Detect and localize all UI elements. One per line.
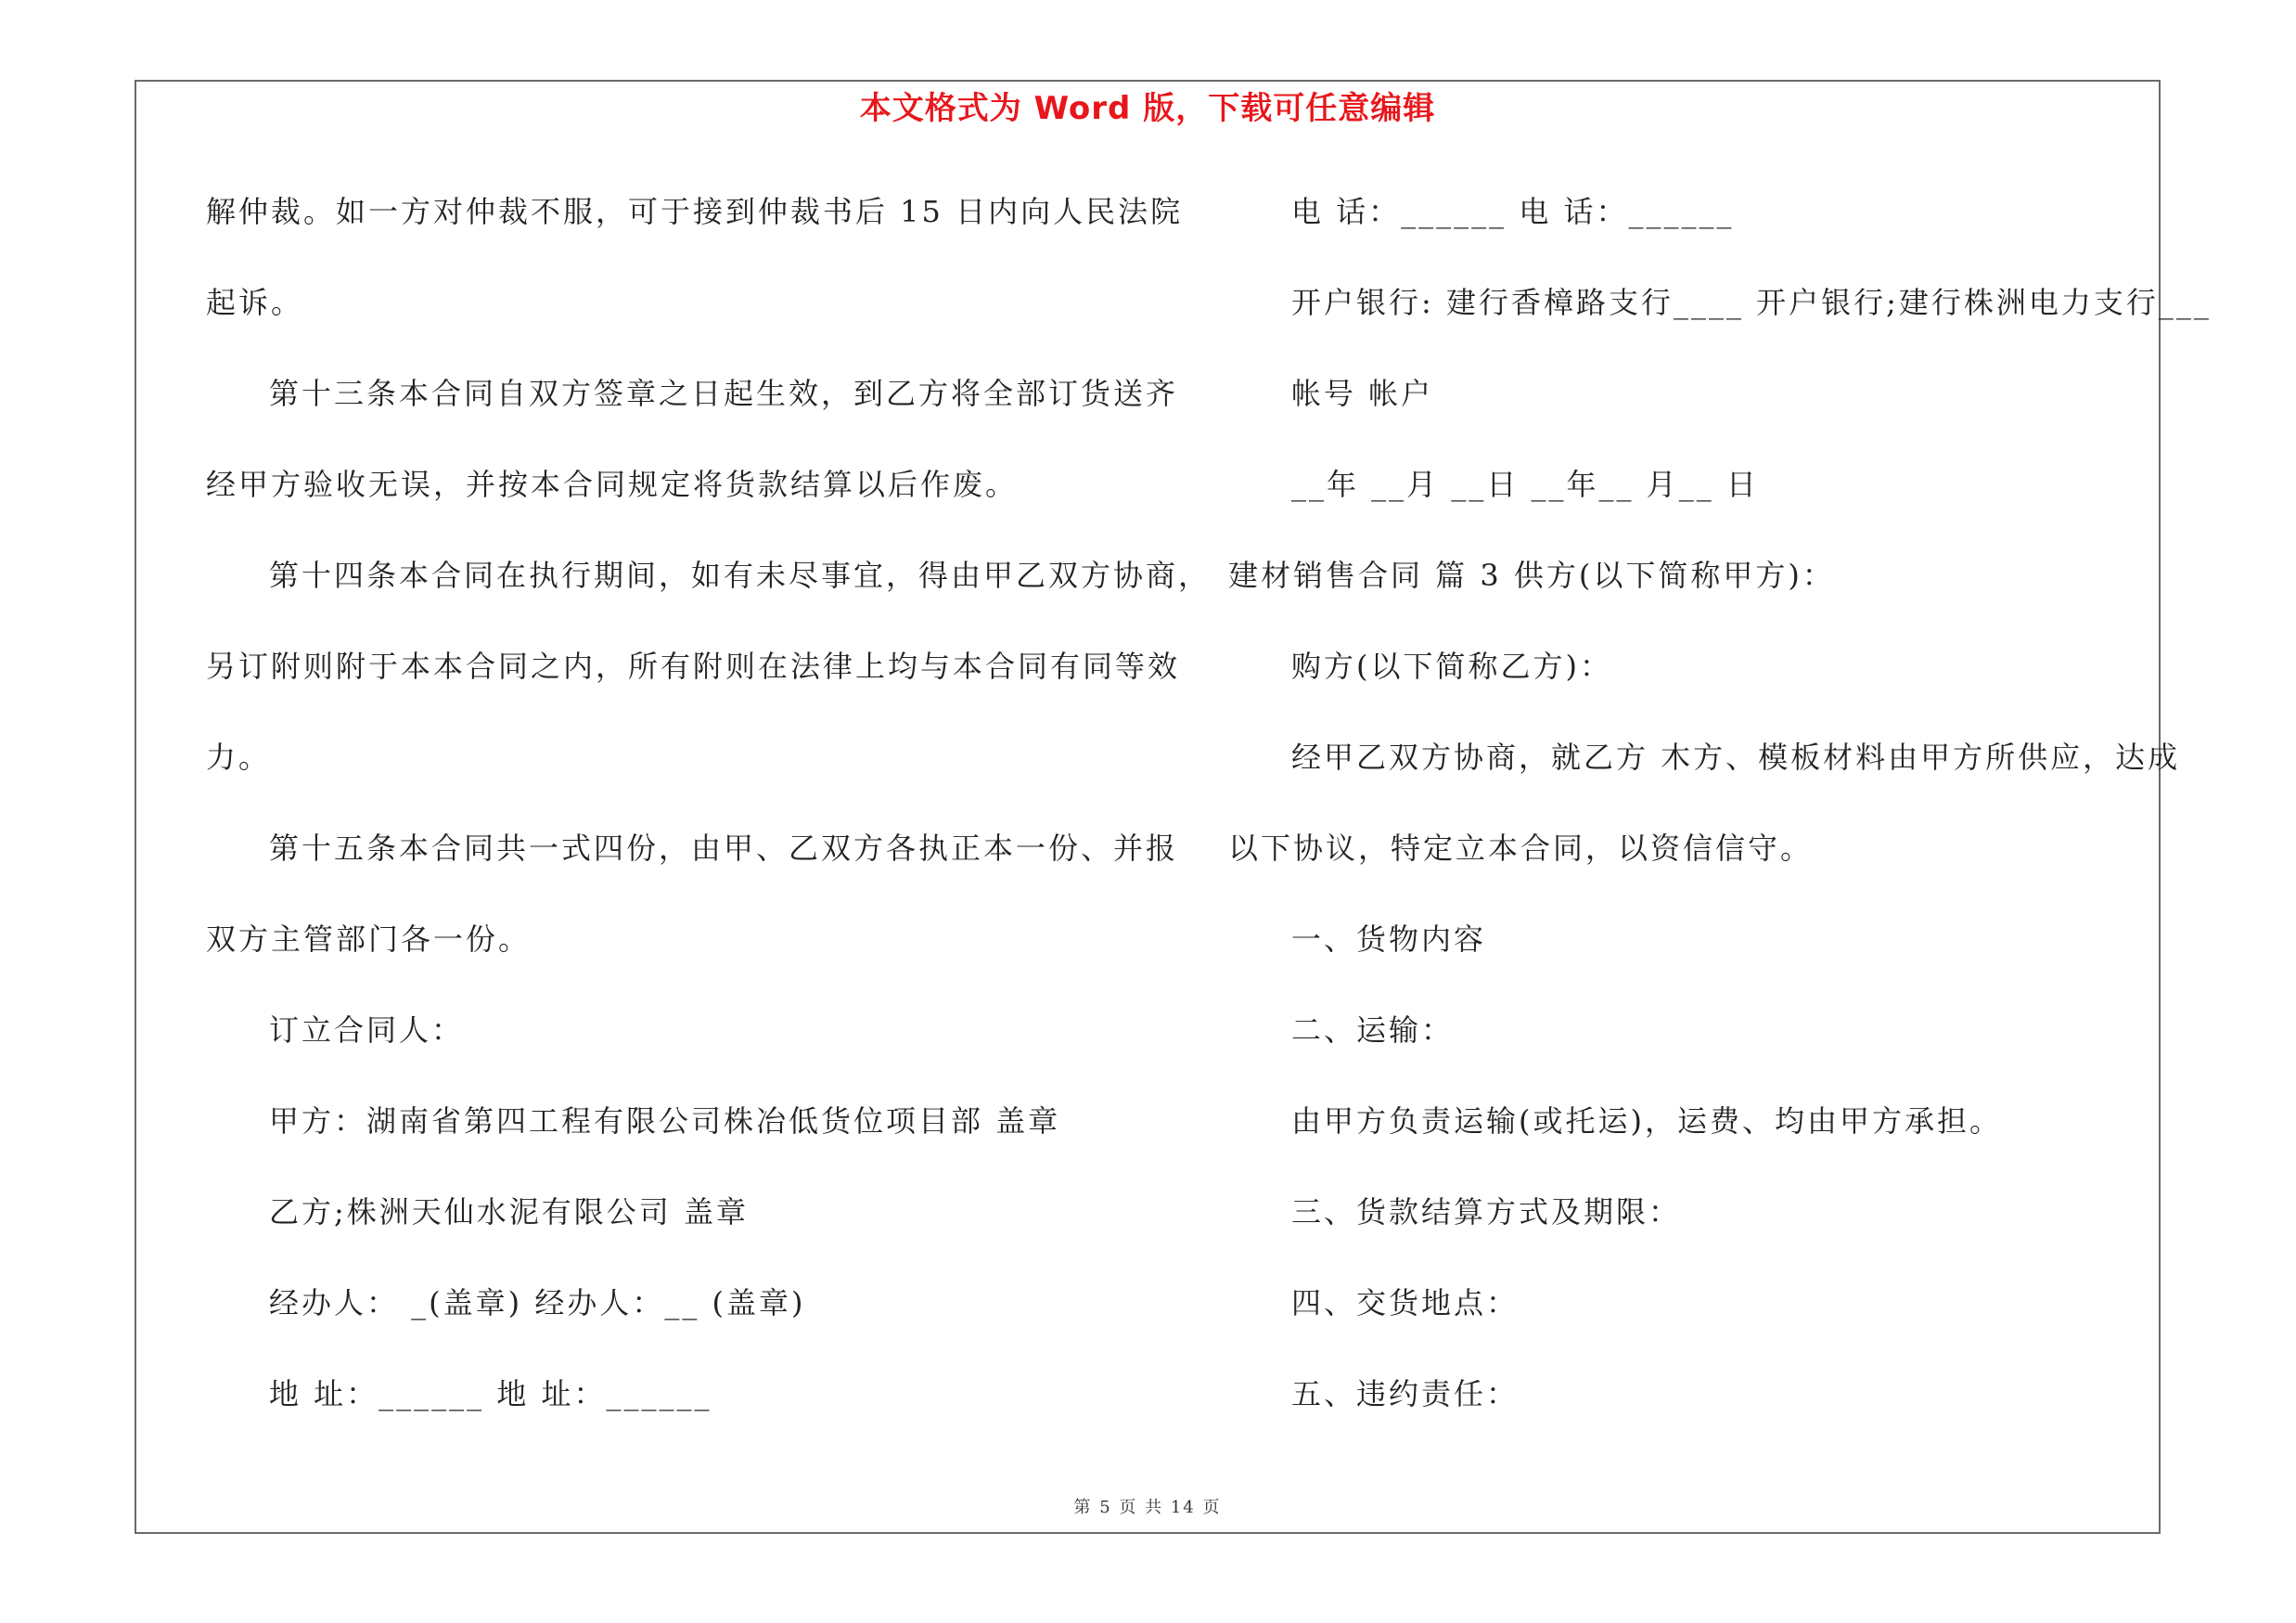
right-line-5: 建材销售合同 篇 3 供方(以下简称甲方)： bbox=[1228, 558, 1835, 593]
left-line-6: 另订附则附于本本合同之内，所有附则在法律上均与本合同有同等效 bbox=[206, 649, 1181, 684]
left-line-3: 第十三条本合同自双方签章之日起生效，到乙方将全部订货送齐 bbox=[269, 376, 1179, 411]
right-line-6: 购方(以下简称乙方)： bbox=[1291, 649, 1612, 684]
right-line-10: 二、运输： bbox=[1291, 1012, 1455, 1048]
left-line-1: 解仲裁。如一方对仲裁不服，可于接到仲裁书后 15 日内向人民法院 bbox=[206, 194, 1184, 229]
right-line-7: 经甲乙双方协商，就乙方 木方、模板材料由甲方所供应，达成 bbox=[1291, 740, 2181, 775]
right-line-12: 三、货款结算方式及期限： bbox=[1291, 1194, 1682, 1230]
left-line-5: 第十四条本合同在执行期间，如有未尽事宜，得由甲乙双方协商， bbox=[269, 558, 1212, 593]
right-line-4: __年 __月 __日 __年__ 月__ 日 bbox=[1291, 467, 1759, 502]
header-banner: 本文格式为 Word 版，下载可任意编辑 bbox=[859, 90, 1436, 127]
right-line-2: 开户银行: 建行香樟路支行____ 开户银行;建行株洲电力支行___ bbox=[1291, 285, 2212, 320]
right-line-3: 帐号 帐户 bbox=[1291, 376, 1434, 411]
left-line-7: 力。 bbox=[206, 740, 272, 775]
right-line-8: 以下协议，特定立本合同，以资信信守。 bbox=[1228, 831, 1814, 866]
right-line-1: 电 话：______ 电 话：______ bbox=[1291, 194, 1735, 229]
right-line-9: 一、货物内容 bbox=[1291, 921, 1487, 957]
left-line-12: 乙方;株洲天仙水泥有限公司 盖章 bbox=[269, 1194, 749, 1230]
left-line-10: 订立合同人： bbox=[269, 1012, 465, 1048]
right-line-14: 五、违约责任： bbox=[1291, 1376, 1520, 1411]
left-line-13: 经办人： _(盖章) 经办人：__ (盖章) bbox=[269, 1285, 806, 1320]
left-line-4: 经甲方验收无误，并按本合同规定将货款结算以后作废。 bbox=[206, 467, 1019, 502]
right-line-13: 四、交货地点： bbox=[1291, 1285, 1520, 1320]
left-line-8: 第十五条本合同共一式四份，由甲、乙双方各执正本一份、并报 bbox=[269, 831, 1179, 866]
left-line-2: 起诉。 bbox=[206, 285, 304, 320]
left-line-11: 甲方：湖南省第四工程有限公司株冶低货位项目部 盖章 bbox=[269, 1103, 1061, 1139]
page-number-footer: 第 5 页 共 14 页 bbox=[1073, 1498, 1222, 1517]
left-line-9: 双方主管部门各一份。 bbox=[206, 921, 532, 957]
right-line-11: 由甲方负责运输(或托运)，运费、均由甲方承担。 bbox=[1291, 1103, 2002, 1139]
left-line-14: 地 址：______ 地 址：______ bbox=[269, 1376, 712, 1411]
